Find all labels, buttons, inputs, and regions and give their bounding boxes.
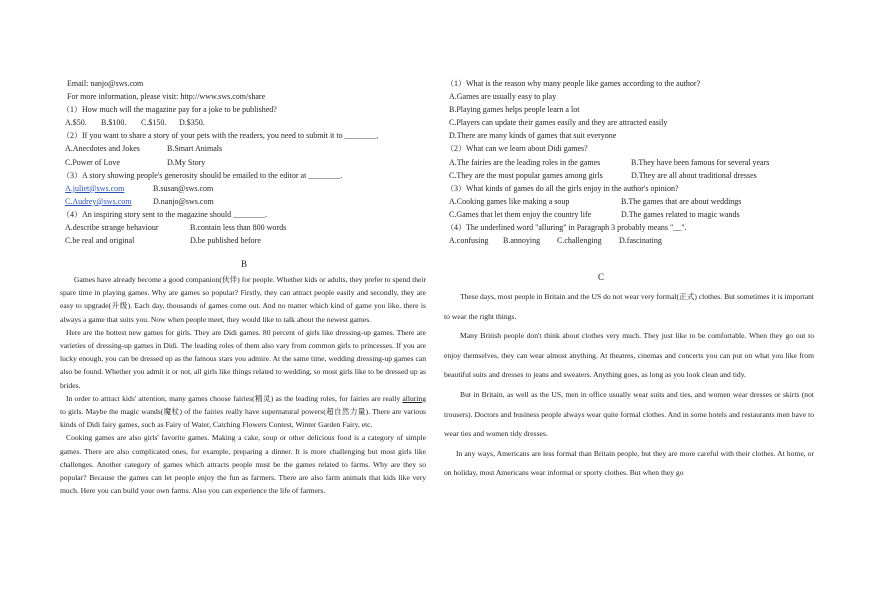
passage-c-paragraph-2: Many British people don't think about clothes very much. They just like to be comfortable. When they go out to enjoy themselves, they can wear almost anything. At theatres, cinemas and concerts you can put on what you like from beautiful suits and dresses to jeans and sweaters. Anything goes, as long as you look clean and tidy. [444, 331, 814, 380]
left-questions [62, 77, 426, 247]
email-line: Email: nanjo@sws.com [67, 79, 144, 88]
question-2: （2）What can we learn about Didi games? [446, 144, 588, 154]
question-4-options-row1 [62, 221, 426, 234]
section-c-heading: C [597, 272, 604, 282]
passage-c-paragraph-3: But in Britain, as well as the US, men in office usually wear suits and ties, and women wear dresses or skirts (not trousers). Doctors and business people always wear quite formal clothes. And in some hotels and restaurants men have to wear ties and women tidy dresses. [444, 389, 814, 439]
option[interactable]: A.Cooking games like making a soup [449, 196, 570, 206]
option[interactable]: C.They are the most popular games among girls [449, 170, 603, 180]
option[interactable]: C.Players can update their games easily and they are attracted easily [449, 118, 668, 128]
question-3: （3）A story showing people's generosity should be emailed to the editor at ________. [62, 170, 343, 180]
option[interactable]: C.be real and original [65, 236, 135, 246]
option[interactable]: A.confusing [449, 236, 489, 246]
passage-b [60, 273, 426, 497]
option[interactable]: D.There are many kinds of games that suit everyone [449, 131, 617, 141]
option[interactable]: D.The games related to magic wands [621, 209, 740, 219]
paragraph-3-text-a: In order to attract kids' attention, many games choose fairies(精灵) as the leading roles, for fairies are really [66, 393, 403, 403]
passage-b-paragraph-4: Cooking games are also girls' favorite games. Making a cake, soup or other delicious food is a category of simple games. There are also complicated ones, for example, preparing a dinner. It is more challenging but most girls like challenges. Another category of games which attracts people must be the games related to farms. Why are they so popular? Because the games can let people enjoy the fun as farmers. There are also farm animals that kids like very much. Here you can build your own farms. Also you can experience the life of farmers. [60, 433, 426, 496]
option[interactable]: C.$150. [141, 118, 167, 128]
option[interactable]: B.contain less than 800 words [190, 223, 287, 233]
question-2-options-row1 [62, 142, 426, 155]
option[interactable]: B.Smart Animals [167, 144, 223, 154]
passage-b-paragraph-2: Here are the hottest new games for girls. They are Didi games. 80 percent of girls like dressing-up games. There are varieties of dressing-up games in Didi. The leading roles of them also vary from common girls to princesses. If you are lucky enough, you can be dressed up as the famous stars you admire. At the same time, wedding dressing-up games can also be found. Whether you admit it or not, all girls like things related to wedding, so most girls like to be dressed up as brides. [60, 327, 426, 390]
option[interactable]: D.nanjo@sws.com [153, 196, 214, 206]
option[interactable]: A.$50. [65, 118, 87, 128]
question-1: （1）How much will the magazine pay for a joke to be published? [62, 105, 277, 115]
question-2-options-row2 [446, 169, 816, 182]
question-3: （3）What kinds of games do all the girls enjoy in the author's opinion? [446, 183, 679, 193]
info-line: For more information, please visit: http://www.sws.com/share [67, 92, 266, 102]
underlined-word-alluring: alluring [402, 393, 426, 403]
passage-c [444, 287, 814, 483]
option[interactable]: B.They have been famous for several years [631, 157, 770, 167]
question-3-options-row2 [446, 208, 816, 221]
passage-c-paragraph-4: In any ways, Americans are less formal than Britain people, but they are more careful with their clothes. At home, or on holiday, most Americans wear informal or sporty clothes. But when they go [444, 448, 814, 478]
option[interactable]: B.susan@sws.com [153, 183, 214, 193]
option-email-link[interactable]: C.Audrey@sws.com [65, 196, 132, 206]
option[interactable]: D.$350. [179, 118, 205, 128]
option[interactable]: D.They are all about traditional dresses [631, 170, 757, 180]
option[interactable]: B.Playing games helps people learn a lot [449, 105, 580, 115]
question-2: （2）If you want to share a story of your pets with the readers, you need to submit it to ________. [62, 131, 379, 141]
option[interactable]: D.My Story [167, 157, 206, 167]
option[interactable]: A.describe strange behaviour [65, 223, 159, 233]
option-email-link[interactable]: A.juliet@sws.com [65, 183, 125, 193]
option[interactable]: C.challenging [557, 236, 602, 246]
option[interactable]: A.Games are usually easy to play [449, 92, 557, 102]
question-2-options-row2 [62, 156, 426, 169]
option[interactable]: A.The fairies are the leading roles in the games [449, 157, 601, 167]
question-4: （4）An inspiring story sent to the magazine should ________. [62, 209, 268, 219]
option[interactable]: D.fascinating [619, 236, 662, 246]
passage-c-paragraph-1: These days, most people in Britain and the US do not wear very formal(正式) clothes. But sometimes it is important to wear the right things. [444, 292, 814, 321]
question-4-options [446, 234, 816, 247]
passage-b-paragraph-1: Games have already become a good companion(伙伴) for people. Whether kids or adults, they prefer to spend their spare time in playing games. Why are games so popular? Firstly, they can attract people easily and secondly, they are easy to upgrade(升级). Each day, thousands of games come out. And no matter which kind of game you like, there is always a game that suits you. Now when people meet, they would like to talk about the newest games. [60, 275, 426, 324]
option[interactable]: C.Games that let them enjoy the country life [449, 209, 592, 219]
option[interactable]: D.be published before [190, 236, 261, 246]
question-3-options-row1 [446, 195, 816, 208]
question-4-options-row2 [62, 234, 426, 247]
question-4: （4）The underlined word "alluring" in Paragraph 3 probably means "__". [446, 223, 687, 233]
option[interactable]: B.The games that are about weddings [621, 196, 742, 206]
passage-b-paragraph-3 [60, 392, 426, 432]
section-b-heading: B [240, 259, 247, 269]
question-3-options-row1 [62, 182, 426, 195]
option[interactable]: C.Power of Love [65, 157, 120, 167]
question-1-options [62, 116, 426, 129]
option[interactable]: B.$100. [101, 118, 127, 128]
option[interactable]: A.Anecdotes and Jokes [65, 144, 140, 154]
question-2-options-row1 [446, 156, 816, 169]
question-3-options-row2 [62, 195, 426, 208]
option[interactable]: B.annoying [503, 236, 541, 246]
question-1: （1）What is the reason why many people like games according to the author? [446, 79, 701, 88]
paragraph-3-text-b: to girls. Maybe the magic wands(魔杖) of the fairies really have supernatural powers(超自然力量). There are various kinds of Didi fairy games, such as Fairy of Water, Catching Flowers Contest, Winter Garden Fairy, etc. [60, 407, 426, 430]
right-questions [446, 77, 816, 247]
